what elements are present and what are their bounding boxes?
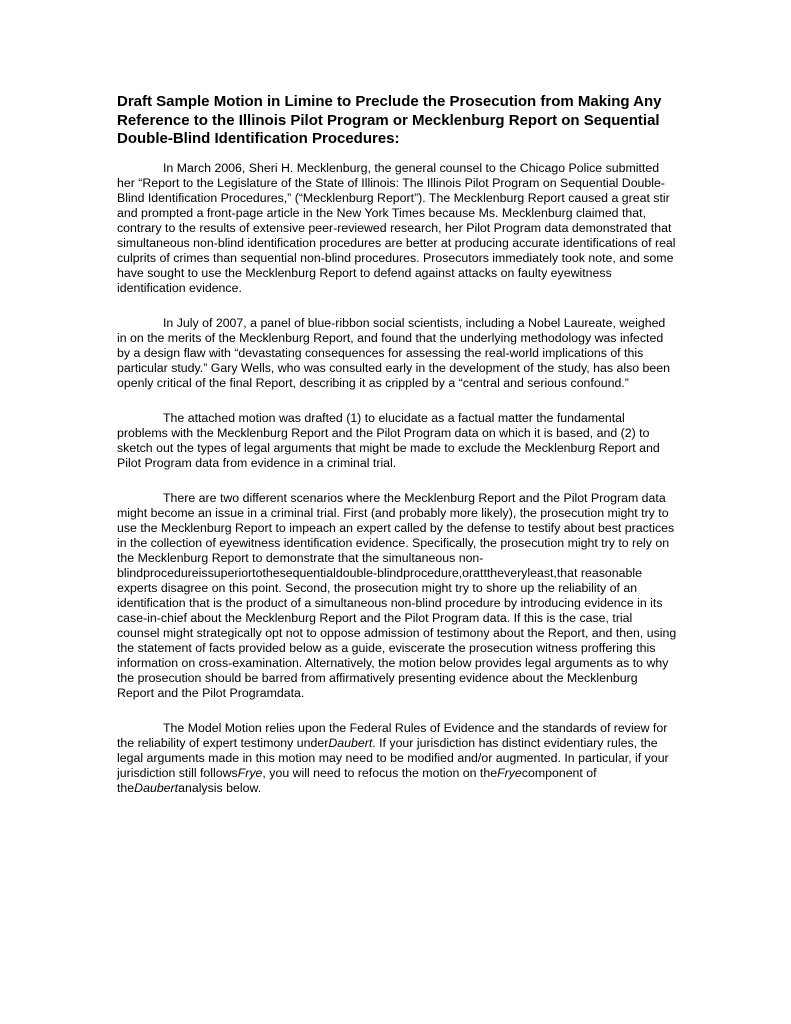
daubert-citation: Daubert: [328, 736, 373, 750]
paragraph-5-text-c: , you will need to refocus the motion on the: [262, 766, 498, 780]
paragraph-5-text-b: . If your jurisdiction has distinct evidentiary rules, the legal arguments made in this motion may need to be modified and/or augmented. In particular, if your jurisdiction still follows: [117, 736, 669, 780]
document-body: [117, 161, 677, 816]
paragraph-5-text-d: component of the: [117, 766, 597, 795]
frye-citation-2: Frye: [497, 766, 522, 780]
paragraph-5-text-e: analysis below.: [178, 781, 262, 795]
daubert-citation-2: Daubert: [134, 781, 179, 795]
paragraph-5-text-a: The Model Motion relies upon the Federal Rules of Evidence and the standards of review for the reliability of expert testimony under: [117, 721, 668, 750]
paragraph-4: There are two different scenarios where the Mecklenburg Report and the Pilot Program data might become an issue in a criminal trial. First (and probably more likely), the prosecution might try to use the Mecklenburg Report to impeach an expert called by the defense to testify about best practices in the collection of eyewitness identification evidence. Specifically, the prosecution might try to rely on the Mecklenburg Report to demonstrate that the simultaneous non-blindprocedureissuperiortothesequentialdouble-blindprocedure,oratttheveryleast,that reasonable experts disagree on this point. Second, the prosecution might try to shore up the reliability of an identification that is the product of a simultaneous non-blind procedure by introducing evidence in its case-in-chief about the Mecklenburg Report and the Pilot Program data. If this is the case, trial counsel might strategically opt not to oppose admission of testimony about the Report, and then, using the statement of facts provided below as a guide, eviscerate the prosecution witness proffering this information on cross-examination. Alternatively, the motion below provides legal arguments as to why the prosecution should be barred from affirmatively presenting evidence about the Mecklenburg Report and the Pilot Programdata.: [117, 491, 677, 700]
document-title: Draft Sample Motion in Limine to Preclude the Prosecution from Making Any Reference to the Illinois Pilot Program or Mecklenburg Report on Sequential Double-Blind Identification Procedures:: [117, 93, 662, 147]
paragraph-3: The attached motion was drafted (1) to elucidate as a factual matter the fundamental problems with the Mecklenburg Report and the Pilot Program data on which it is based, and (2) to sketch out the types of legal arguments that might be made to exclude the Mecklenburg Report and Pilot Program data from evidence in a criminal trial.: [117, 411, 660, 470]
paragraph-5: [117, 721, 677, 796]
frye-citation: Frye: [237, 766, 263, 780]
paragraph-1: In March 2006, Sheri H. Mecklenburg, the general counsel to the Chicago Police submitted her “Report to the Legislature of the State of Illinois: The Illinois Pilot Program on Sequential Double-Blind Identification Procedures,” (“Mecklenburg Report”). The Mecklenburg Report caused a great stir and prompted a front-page article in the New York Times because Ms. Mecklenburg claimed that, contrary to the results of extensive peer-reviewed research, her Pilot Program data demonstrated that simultaneous non-blind identification procedures are better at producing accurate identifications of real culprits of crimes than sequential non-blind procedures. Prosecutors immediately took note, and some have sought to use the Mecklenburg Report to defend against attacks on faulty eyewitness identification evidence.: [117, 161, 676, 295]
paragraph-2: In July of 2007, a panel of blue-ribbon social scientists, including a Nobel Laureate, weighed in on the merits of the Mecklenburg Report, and found that the underlying methodology was infected by a design flaw with “devastating consequences for assessing the real-world implications of this particular study.” Gary Wells, who was consulted early in the development of the study, has also been openly critical of the final Report, describing it as crippled by a “central and serious confound.”: [117, 316, 671, 390]
